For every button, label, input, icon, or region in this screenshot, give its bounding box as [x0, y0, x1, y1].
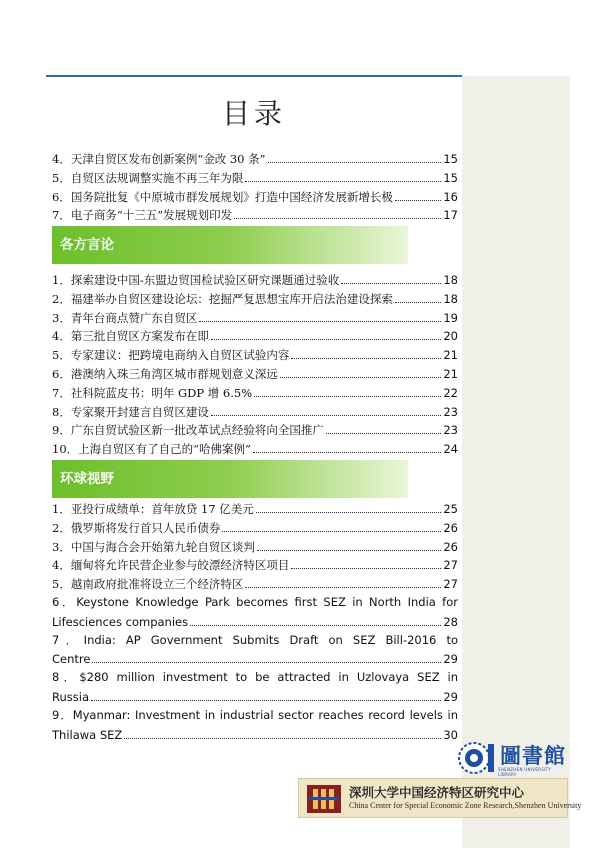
- page-number: 17: [443, 208, 458, 223]
- page-number: 28: [443, 614, 458, 629]
- toc-entry[interactable]: 3．中国与海合会开始第九轮自贸区谈判 26: [52, 537, 458, 556]
- page-title: 目录: [221, 97, 286, 130]
- page-number: 29: [443, 689, 458, 704]
- toc-entry[interactable]: 6．港澳纳入珠三角湾区城市群规划意义深远 21: [52, 364, 458, 383]
- toc-entry[interactable]: 4．天津自贸区发布创新案例“金改 30 条” 15: [52, 149, 458, 168]
- toc-entry[interactable]: 5．专家建议：把跨境电商纳入自贸区试验内容 21: [52, 345, 458, 364]
- toc-entry[interactable]: 4．第三批自贸区方案发布在即 20: [52, 326, 458, 345]
- page-number: 27: [443, 577, 458, 592]
- toc-entry-en[interactable]: 6．Keystone Knowledge Park becomes first SEZ in North India for Lifesciences companies 28: [52, 593, 458, 631]
- research-center-banner: [298, 778, 582, 818]
- page-number: 18: [443, 273, 458, 287]
- toc-entry[interactable]: 2．俄罗斯将发行首只人民币债券 26: [52, 518, 458, 537]
- toc-entry[interactable]: 4．缅甸将允许民营企业参与皎漂经济特区项目 27: [52, 555, 458, 574]
- toc-entry[interactable]: 2．福建举办自贸区建设论坛：挖掘严复思想宝库开启法治建设探索 18: [52, 289, 458, 308]
- page-number: 25: [443, 502, 458, 516]
- toc-entry-en[interactable]: 9．Myanmar: Investment in industrial sector reaches record levels in Thilawa SEZ 30: [52, 706, 458, 744]
- toc-group-opinions: [52, 270, 458, 458]
- page-number: 27: [443, 558, 458, 573]
- page-number: 29: [443, 652, 458, 667]
- research-center-emblem-icon: [305, 783, 343, 815]
- page-number: 18: [443, 291, 458, 306]
- toc-entry[interactable]: 5．自贸区法规调整实施不再三年为限 15: [52, 168, 458, 187]
- toc-entry[interactable]: 10．上海自贸区有了自己的“哈佛案例” 24: [52, 439, 458, 458]
- research-center-name-cn: 深圳大学中国经济特区研究中心: [349, 785, 525, 800]
- library-name: 圖書館: [500, 743, 566, 768]
- page-number: 30: [443, 727, 458, 742]
- page-number: 26: [443, 520, 458, 535]
- page-number: 21: [443, 366, 458, 381]
- toc-entry-en[interactable]: 7．India: AP Government Submits Draft on SEZ Bill-2016 to Centre 29: [52, 631, 458, 669]
- side-panel: [462, 76, 570, 848]
- toc-entry[interactable]: 1．亚投行成绩单：首年放贷 17 亿美元 25: [52, 499, 458, 518]
- toc-entry-en[interactable]: 8．$280 million investment to be attracted in Uzlovaya SEZ in Russia 29: [52, 668, 458, 706]
- toc-entry[interactable]: 9．广东自贸试验区新一批改革试点经验将向全国推广 23: [52, 420, 458, 439]
- page-number: 16: [443, 189, 458, 204]
- toc-entry[interactable]: 1．探索建设中国-东盟边贸国检试验区研究课题通过验收 18: [52, 270, 458, 289]
- toc-entry[interactable]: 8．专家聚开封建言自贸区建设 23: [52, 402, 458, 421]
- page-number: 26: [443, 539, 458, 554]
- page-number: 24: [443, 442, 458, 457]
- page-number: 20: [443, 329, 458, 344]
- toc-group-top: [52, 149, 458, 224]
- header-rule: [46, 75, 462, 77]
- toc-entry[interactable]: 7．社科院蓝皮书：明年 GDP 增 6.5% 22: [52, 383, 458, 402]
- library-subtitle: SHENZHEN UNIVERSITY LIBRARY: [498, 767, 552, 777]
- page-number: 22: [443, 385, 458, 400]
- page-number: 19: [443, 310, 458, 325]
- page-number: 15: [443, 152, 458, 166]
- research-center-name-en: China Center for Special Economic Zone Research,Shenzhen University: [349, 801, 582, 810]
- page-number: 15: [443, 170, 458, 185]
- toc-entry[interactable]: 7．电子商务“十三五”发展规划印发 17: [52, 205, 458, 224]
- library-logo: [456, 738, 568, 778]
- toc-entry[interactable]: 3．青年台商点赞广东自贸区 19: [52, 308, 458, 327]
- page-number: 23: [443, 404, 458, 419]
- page-number: 23: [443, 423, 458, 438]
- page-number: 21: [443, 348, 458, 363]
- section-heading-opinions: 各方言论: [52, 226, 408, 264]
- toc-group-global: [52, 499, 458, 743]
- section-heading-global: 环球视野: [52, 460, 408, 498]
- library-emblem-icon: [456, 738, 496, 778]
- toc-entry[interactable]: 6．国务院批复《中原城市群发展规划》打造中国经济发展新增长极 16: [52, 187, 458, 206]
- toc-entry[interactable]: 5．越南政府批准将设立三个经济特区 27: [52, 574, 458, 593]
